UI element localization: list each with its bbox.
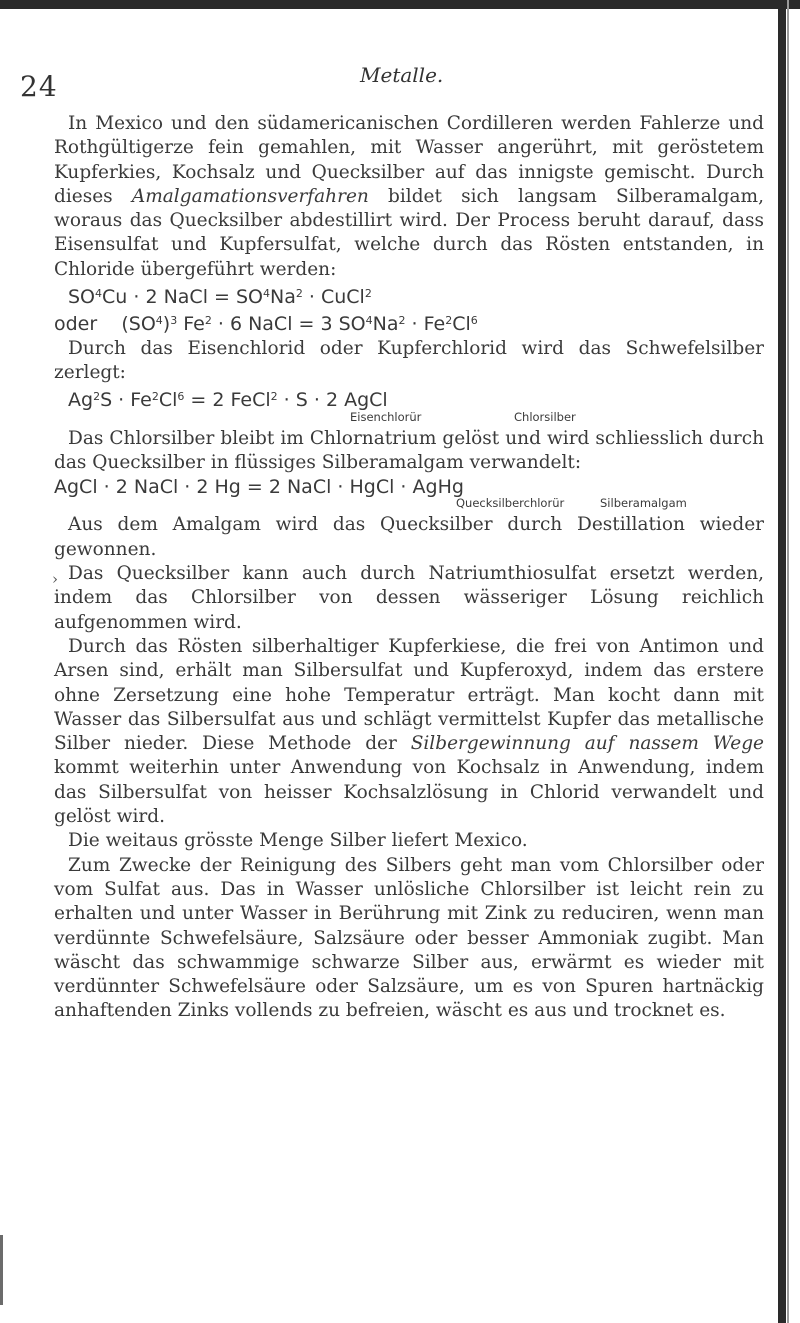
paragraph: Das Chlorsilber bleibt im Chlornatrium gelöst und wird schliesslich durch das Quecksilber in flüssiges Silberamalgam verwandelt: xyxy=(54,427,764,473)
page-number: 24 xyxy=(20,70,58,103)
left-edge-mark xyxy=(0,1235,3,1305)
formula-3: $Ag^2S \cdot Fe^2Cl^6 = 2$ FeCl$^2$ · S · 2 AgCl xyxy=(68,389,388,412)
formula-1: $SO^4Cu \cdot 2$ NaCl = $SO^4Na^2$ · CuCl$^2$ xyxy=(68,286,372,309)
paragraph: In Mexico und den südamericanischen Cordilleren werden Fahlerze und Rothgültigerze fein gemahlen, mit Wasser angerührt, mit geröstetem Kupferkies, Kochsalz und Quecksilber auf das innigste gemischt. Durch dieses Amalgamationsverfahren bildet sich langsam Silberamalgam, woraus das Quecksilber abdestillirt wird. Der Process beruht darauf, dass Eisensulfat und Kupfersulfat, welche durch das Rösten entstanden, in Chloride übergeführt werden: xyxy=(54,113,764,280)
formula-label: Silberamalgam xyxy=(600,496,687,511)
page-body xyxy=(54,112,764,1024)
paragraph: Die weitaus grösste Menge Silber liefert Mexico. xyxy=(68,830,528,852)
paragraph: Zum Zwecke der Reinigung des Silbers geht man vom Chlorsilber oder vom Sulfat aus. Das in Wasser unlösliche Chlorsilber ist leicht rein zu erhalten und unter Wasser in Berührung mit Zink zu reduciren, wenn man verdünnte Schwefelsäure, Salzsäure oder besser Ammoniak zugibt. Man wäscht das schwammige schwarze Silber aus, erwärmt es wieder mit verdünnter Schwefelsäure oder Salzsäure, um es von Spuren hartnäckig anhaftenden Zinks vollends zu befreien, wäscht es aus und trocknet es. xyxy=(54,854,764,1022)
formula-2: oder $(SO^4)^3$ $Fe^2 \cdot 6$ NaCl = 3 $SO^4Na^2 \cdot Fe^2Cl^6$ xyxy=(54,313,478,336)
formula-label: Quecksilberchlorür xyxy=(456,496,565,511)
running-head: Metalle. xyxy=(360,63,444,87)
formula-4: AgCl · 2 NaCl · 2 Hg = 2 NaCl · HgCl · AgHg xyxy=(54,476,464,499)
page-gutter-edge xyxy=(787,0,789,1323)
formula-label: Eisenchlorür xyxy=(350,409,422,424)
page-gutter xyxy=(778,0,786,1323)
paragraph: Durch das Eisenchlorid oder Kupferchlorid wird das Schwefelsilber zerlegt: xyxy=(54,337,764,383)
margin-tick: › xyxy=(52,570,58,588)
formula-4-labels xyxy=(54,496,764,513)
paragraph: Durch das Rösten silberhaltiger Kupferkiese, die frei von Antimon und Arsen sind, erhält man Silbersulfat und Kupferoxyd, indem das erstere ohne Zersetzung eine hohe Temperatur erträgt. Man kocht dann mit Wasser das Silbersulfat aus und schlägt vermittelst Kupfer das metallische Silber nieder. Diese Methode der Silbergewinnung auf nassem Wege kommt weiterhin unter Anwendung von Kochsalz in Anwendung, indem das Silbersulfat von heisser Kochsalzlösung in Chlorid verwandelt und gelöst wird. xyxy=(54,635,764,828)
paragraph: Aus dem Amalgam wird das Quecksilber durch Destillation wieder gewonnen. xyxy=(54,514,764,560)
paragraph: Das Quecksilber kann auch durch Natriumthiosulfat ersetzt werden, indem das Chlorsilber von dessen wässeriger Lösung reichlich aufgenommen wird. xyxy=(54,563,764,633)
top-border xyxy=(0,0,800,9)
formula-label: Chlorsilber xyxy=(514,409,576,424)
formula-3-labels xyxy=(54,409,764,427)
